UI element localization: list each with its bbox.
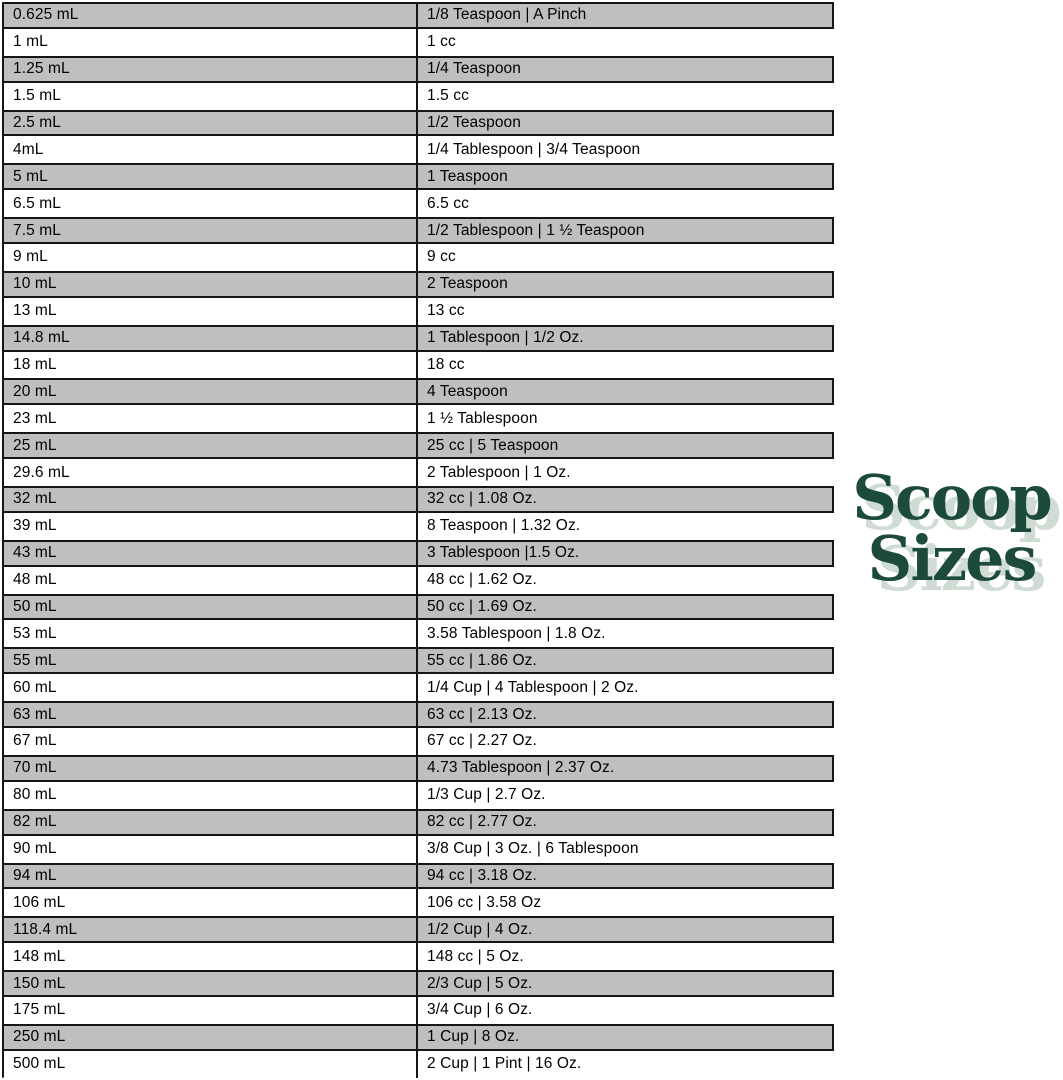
- cell-conversion: 32 cc | 1.08 Oz.: [418, 488, 834, 511]
- cell-conversion: 1/2 Teaspoon: [418, 112, 834, 135]
- cell-conversion: 25 cc | 5 Teaspoon: [418, 434, 834, 457]
- table-row: [4, 943, 834, 970]
- cell-conversion: 1/2 Tablespoon | 1 ½ Teaspoon: [418, 219, 834, 242]
- cell-conversion: 55 cc | 1.86 Oz.: [418, 649, 834, 672]
- cell-conversion: 9 cc: [418, 244, 834, 271]
- cell-ml: 6.5 mL: [4, 190, 418, 217]
- table-row: [4, 513, 834, 540]
- cell-conversion: 1/3 Cup | 2.7 Oz.: [418, 782, 834, 809]
- cell-ml: 29.6 mL: [4, 459, 418, 486]
- table-row: [4, 620, 834, 647]
- cell-ml: 1.25 mL: [4, 58, 418, 81]
- table-row: [4, 889, 834, 916]
- cell-conversion: 82 cc | 2.77 Oz.: [418, 811, 834, 834]
- cell-ml: 150 mL: [4, 972, 418, 995]
- cell-ml: 106 mL: [4, 889, 418, 916]
- cell-conversion: 4 Teaspoon: [418, 380, 834, 403]
- cell-ml: 118.4 mL: [4, 918, 418, 941]
- cell-conversion: 6.5 cc: [418, 190, 834, 217]
- cell-conversion: 1/8 Teaspoon | A Pinch: [418, 4, 834, 27]
- cell-ml: 10 mL: [4, 273, 418, 296]
- cell-conversion: 48 cc | 1.62 Oz.: [418, 567, 834, 594]
- cell-ml: 55 mL: [4, 649, 418, 672]
- cell-conversion: 106 cc | 3.58 Oz: [418, 889, 834, 916]
- cell-conversion: 148 cc | 5 Oz.: [418, 943, 834, 970]
- cell-ml: 500 mL: [4, 1051, 418, 1078]
- conversion-table: [2, 2, 834, 1078]
- table-row: [4, 459, 834, 486]
- cell-conversion: 50 cc | 1.69 Oz.: [418, 596, 834, 619]
- table-row: [4, 1051, 834, 1078]
- table-row: [4, 110, 834, 137]
- cell-conversion: 1/4 Teaspoon: [418, 58, 834, 81]
- table-row: [4, 540, 834, 567]
- table-row: [4, 916, 834, 943]
- table-row: [4, 863, 834, 890]
- cell-ml: 0.625 mL: [4, 4, 418, 27]
- table-row: [4, 1024, 834, 1051]
- cell-ml: 67 mL: [4, 728, 418, 755]
- cell-ml: 43 mL: [4, 542, 418, 565]
- table-row: [4, 594, 834, 621]
- cell-ml: 82 mL: [4, 811, 418, 834]
- table-row: [4, 809, 834, 836]
- cell-conversion: 1 cc: [418, 29, 834, 56]
- table-row: [4, 674, 834, 701]
- table-row: [4, 244, 834, 271]
- cell-conversion: 3 Tablespoon |1.5 Oz.: [418, 542, 834, 565]
- scoop-sizes-logo: [840, 461, 1063, 595]
- table-row: [4, 29, 834, 56]
- cell-conversion: 1/4 Tablespoon | 3/4 Teaspoon: [418, 136, 834, 163]
- cell-conversion: 2 Teaspoon: [418, 273, 834, 296]
- cell-ml: 50 mL: [4, 596, 418, 619]
- cell-ml: 63 mL: [4, 703, 418, 726]
- table-row: [4, 325, 834, 352]
- cell-conversion: 3/4 Cup | 6 Oz.: [418, 997, 834, 1024]
- table-row: [4, 163, 834, 190]
- cell-conversion: 1 ½ Tablespoon: [418, 405, 834, 432]
- table-row: [4, 2, 834, 29]
- cell-conversion: 4.73 Tablespoon | 2.37 Oz.: [418, 757, 834, 780]
- cell-conversion: 2 Tablespoon | 1 Oz.: [418, 459, 834, 486]
- cell-ml: 20 mL: [4, 380, 418, 403]
- cell-ml: 60 mL: [4, 674, 418, 701]
- cell-ml: 5 mL: [4, 165, 418, 188]
- table-row: [4, 352, 834, 379]
- table-row: [4, 755, 834, 782]
- table-row: [4, 217, 834, 244]
- cell-ml: 23 mL: [4, 405, 418, 432]
- table-row: [4, 136, 834, 163]
- table-row: [4, 56, 834, 83]
- table-row: [4, 997, 834, 1024]
- cell-conversion: 63 cc | 2.13 Oz.: [418, 703, 834, 726]
- table-row: [4, 647, 834, 674]
- cell-ml: 53 mL: [4, 620, 418, 647]
- cell-conversion: 1 Teaspoon: [418, 165, 834, 188]
- cell-ml: 90 mL: [4, 836, 418, 863]
- cell-conversion: 1/4 Cup | 4 Tablespoon | 2 Oz.: [418, 674, 834, 701]
- cell-ml: 18 mL: [4, 352, 418, 379]
- cell-conversion: 13 cc: [418, 298, 834, 325]
- cell-ml: 80 mL: [4, 782, 418, 809]
- logo-line-2: Sizes: [867, 521, 1036, 595]
- cell-conversion: 1.5 cc: [418, 83, 834, 110]
- cell-ml: 7.5 mL: [4, 219, 418, 242]
- cell-ml: 175 mL: [4, 997, 418, 1024]
- logo-line-1: Scoop: [852, 461, 1051, 534]
- table-row: [4, 432, 834, 459]
- cell-conversion: 1/2 Cup | 4 Oz.: [418, 918, 834, 941]
- cell-ml: 32 mL: [4, 488, 418, 511]
- cell-ml: 48 mL: [4, 567, 418, 594]
- table-row: [4, 378, 834, 405]
- cell-ml: 13 mL: [4, 298, 418, 325]
- table-row: [4, 271, 834, 298]
- cell-ml: 39 mL: [4, 513, 418, 540]
- cell-ml: 25 mL: [4, 434, 418, 457]
- cell-conversion: 94 cc | 3.18 Oz.: [418, 865, 834, 888]
- table-row: [4, 298, 834, 325]
- cell-conversion: 67 cc | 2.27 Oz.: [418, 728, 834, 755]
- cell-ml: 14.8 mL: [4, 327, 418, 350]
- table-row: [4, 567, 834, 594]
- table-row: [4, 970, 834, 997]
- cell-conversion: 1 Cup | 8 Oz.: [418, 1026, 834, 1049]
- table-row: [4, 728, 834, 755]
- cell-ml: 148 mL: [4, 943, 418, 970]
- cell-ml: 250 mL: [4, 1026, 418, 1049]
- cell-conversion: 1 Tablespoon | 1/2 Oz.: [418, 327, 834, 350]
- cell-ml: 1 mL: [4, 29, 418, 56]
- table-row: [4, 83, 834, 110]
- cell-ml: 4mL: [4, 136, 418, 163]
- table-row: [4, 486, 834, 513]
- cell-ml: 1.5 mL: [4, 83, 418, 110]
- table-row: [4, 782, 834, 809]
- cell-ml: 70 mL: [4, 757, 418, 780]
- cell-conversion: 8 Teaspoon | 1.32 Oz.: [418, 513, 834, 540]
- table-row: [4, 405, 834, 432]
- cell-conversion: 2 Cup | 1 Pint | 16 Oz.: [418, 1051, 834, 1078]
- cell-ml: 9 mL: [4, 244, 418, 271]
- cell-conversion: 2/3 Cup | 5 Oz.: [418, 972, 834, 995]
- cell-conversion: 3/8 Cup | 3 Oz. | 6 Tablespoon: [418, 836, 834, 863]
- cell-ml: 94 mL: [4, 865, 418, 888]
- table-row: [4, 190, 834, 217]
- cell-ml: 2.5 mL: [4, 112, 418, 135]
- cell-conversion: 18 cc: [418, 352, 834, 379]
- table-row: [4, 836, 834, 863]
- cell-conversion: 3.58 Tablespoon | 1.8 Oz.: [418, 620, 834, 647]
- table-row: [4, 701, 834, 728]
